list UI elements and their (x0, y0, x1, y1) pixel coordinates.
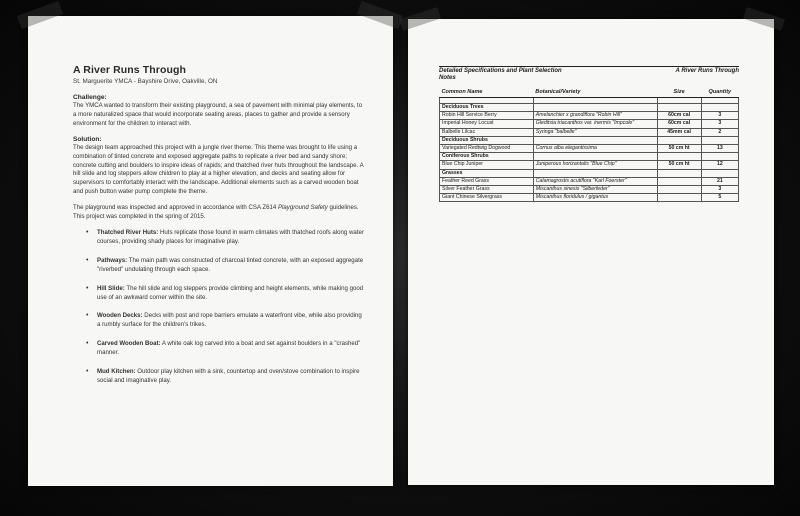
table-row (440, 128, 739, 136)
quantity-cell: 3 (701, 120, 738, 128)
category-name: Coniferous Shrubs (440, 153, 534, 161)
inspection-text: The playground was inspected and approved in accordance with CSA Z614 Playground Safety guidelines. This project was completed in the spring of 2015. (73, 204, 359, 221)
col-size: Size (657, 86, 701, 98)
common-name-cell: Blue Chip Juniper (440, 161, 534, 169)
size-cell: 50 cm ht (657, 144, 701, 152)
project-description-page (28, 16, 393, 486)
spec-header (439, 66, 739, 82)
quantity-cell: 21 (701, 177, 738, 185)
solution-heading: Solution: (73, 135, 102, 143)
feature-item-hill-slide: • Hill Slide: The hill slide and log steppers provide climbing and height elements, while making good use of an awkward corner within the site. (86, 284, 364, 301)
category-name: Deciduous Trees (440, 104, 534, 112)
features-list (73, 229, 365, 386)
table-row (440, 194, 739, 202)
size-cell: 60cm cal (657, 112, 701, 120)
quantity-cell: 12 (701, 161, 738, 169)
common-name-cell: Balbelle Lilcac (440, 128, 534, 136)
challenge-text: The YMCA wanted to transform their existing playground, a sea of pavement with minimal play elements, to a more naturalized space that would incorporate seating areas, places to gather and provide a sensory environment for the children to interact with. (73, 102, 363, 127)
col-common-name: Common Name (440, 86, 534, 98)
common-name-cell: Variegated Redtwig Dogwood (440, 144, 534, 152)
feature-item-boat: • Carved Wooden Boat: A white oak log carved into a boat and set against boulders in a "crashed" manner. (86, 340, 361, 357)
table-row (440, 177, 739, 185)
project-title: A River Runs Through (73, 64, 187, 76)
common-name-cell: Silver Feather Grass (440, 185, 534, 193)
spec-project-name: A River Runs Through (675, 68, 739, 74)
col-botanical: Botanical/Variety (533, 86, 657, 98)
botanical-cell: Syringa "balbelle" (533, 128, 657, 136)
feature-item-mud-kitchen: • Mud Kitchen: Outdoor play kitchen with a sink, countertop and oven/stove combination to inspire social and imaginative play. (86, 368, 360, 384)
table-row (440, 112, 739, 120)
common-name-cell: Giant Chinese Silvergrass (440, 194, 534, 202)
plant-table (439, 86, 739, 202)
botanical-cell: Miscanthus sinesis "Silberfeder" (533, 185, 657, 193)
botanical-cell: Gleditsia triacanthos var. inermis "Impcole" (533, 120, 657, 128)
feature-item-decks: • Wooden Decks: Decks with post and rope barriers emulate a waterfront vibe, while also providing a rumbly surface for the children's trikes. (86, 312, 362, 329)
common-name-cell: Imperial Honey Locust (440, 120, 534, 128)
category-name: Grasses (440, 169, 534, 177)
table-category-row (440, 136, 739, 144)
quantity-cell: 13 (701, 144, 738, 152)
botanical-cell: Juniperous horizantalis "Blue Chip" (533, 161, 657, 169)
quantity-cell: 2 (701, 128, 738, 136)
feature-item-huts: • Thatched River Huts: Huts replicate those found in warm climates with thatched roofs along water courses, providing shady places for imaginative play. (86, 228, 364, 245)
size-cell: 50 cm ht (657, 161, 701, 169)
size-cell (657, 177, 701, 185)
spec-title: Detailed Specifications and Plant Selection Notes (439, 68, 562, 81)
solution-text: The design team approached this project with a jungle river theme. This theme was brought to life using a combination of tinted concrete and exposed aggregate paths to replicate a river bed and sandy shore; concrete cutting and boulders to inspire ideas of rapids; and thatched river huts throughout the landscape. A hill slide and log steppers allow children to play at a higher elevation, and decks and seating allow for supervisors to comfortably interact with the landscape. Additional elements such as a carved wooden boat and push button water pump complete the theme. (73, 143, 364, 196)
feature-item-pathways: • Pathways: The main path was constructed of charcoal tinted concrete, with an exposed aggregate "riverbed" undulating through each space. (86, 256, 364, 273)
table-category-row (440, 169, 739, 177)
col-quantity: Quantity (701, 86, 738, 98)
table-row (440, 185, 739, 193)
table-row (440, 144, 739, 152)
table-row (440, 120, 739, 128)
table-row (440, 161, 739, 169)
size-cell (657, 185, 701, 193)
table-category-row (440, 104, 739, 112)
size-cell: 60cm cal (657, 120, 701, 128)
common-name-cell: Feather Reed Grass (440, 177, 534, 185)
plant-specifications-page (408, 19, 774, 485)
botanical-cell: Cornus alba elegantissima (533, 144, 657, 152)
botanical-cell: Amelanchier x grandiflora "Robin Hill" (533, 112, 657, 120)
quantity-cell: 3 (701, 112, 738, 120)
table-category-row (440, 153, 739, 161)
project-location: St. Marguerite YMCA - Bayshire Drive, Oakville, ON (73, 78, 218, 85)
category-name: Deciduous Shrubs (440, 136, 534, 144)
quantity-cell: 3 (701, 185, 738, 193)
challenge-heading: Challenge: (73, 94, 107, 101)
size-cell: 45mm cal (657, 128, 701, 136)
quantity-cell: 5 (701, 194, 738, 202)
botanical-cell: Miscanthus floridulus / gigantus (533, 194, 657, 202)
size-cell (657, 194, 701, 202)
botanical-cell: Calamagrostis acutiflora "Karl Foerster" (533, 177, 657, 185)
common-name-cell: Robin Hill Service Berry (440, 112, 534, 120)
